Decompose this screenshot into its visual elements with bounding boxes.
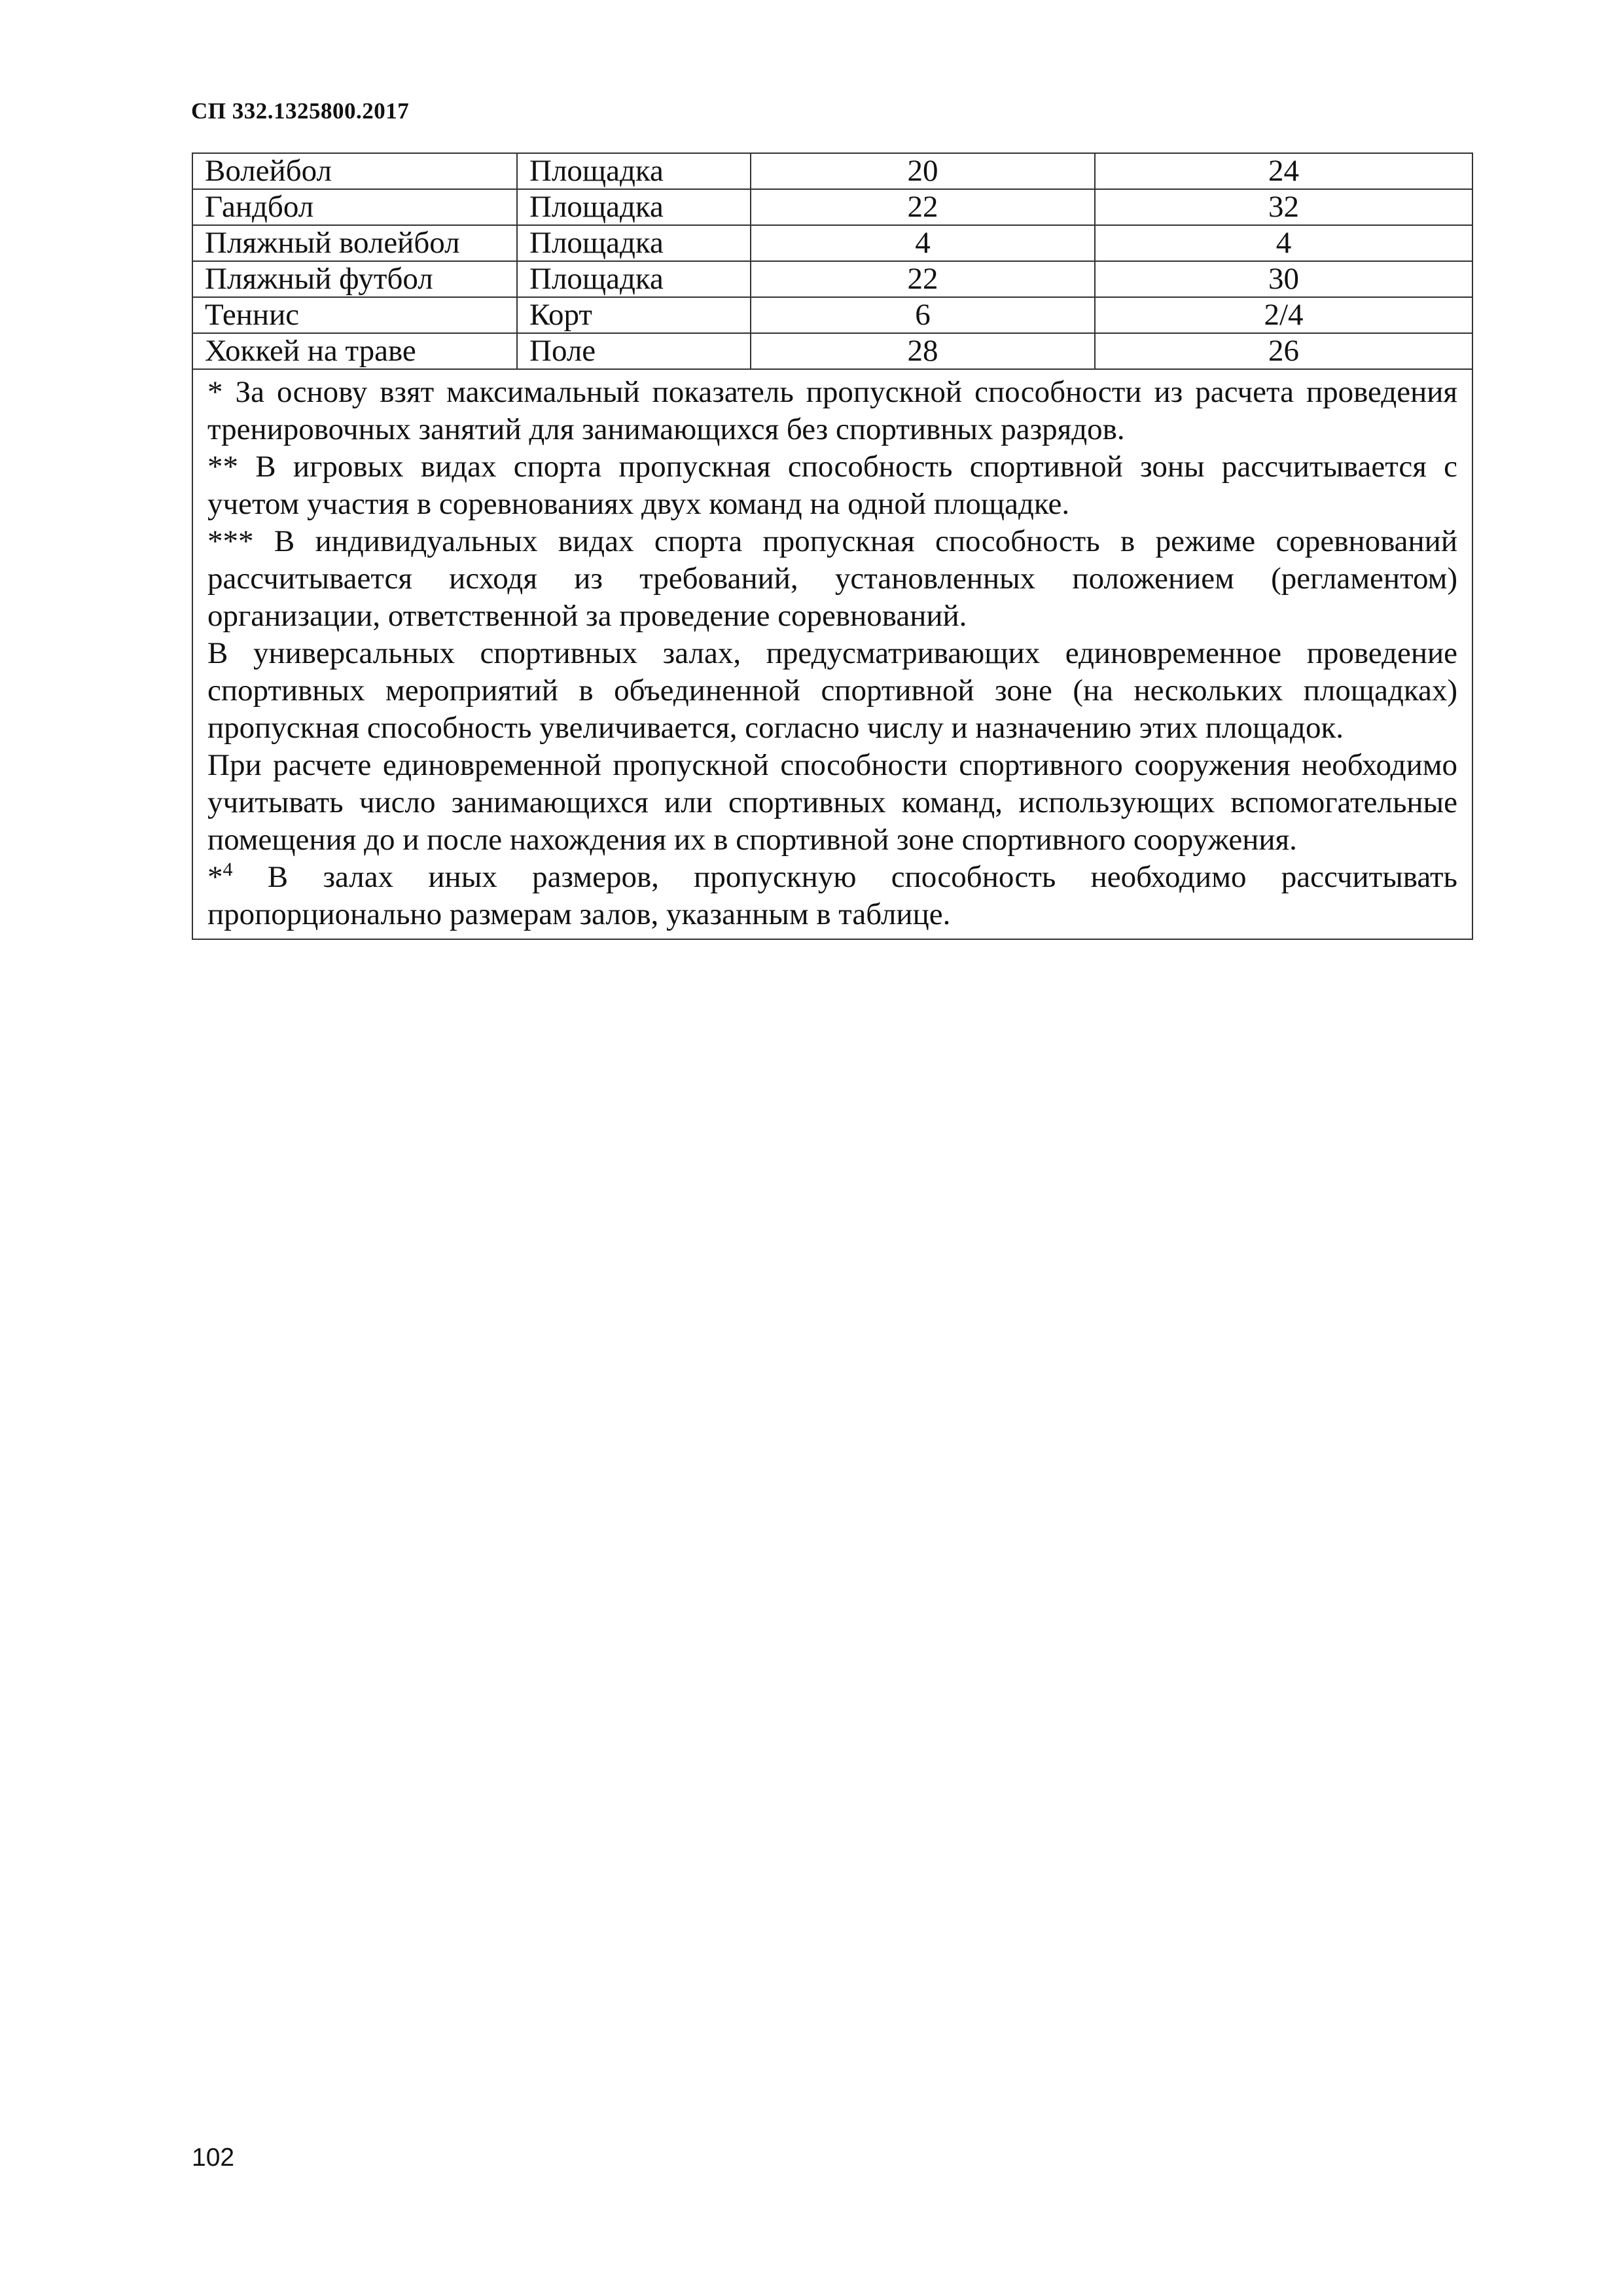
facility-cell: Площадка bbox=[517, 153, 751, 189]
table-notes bbox=[192, 369, 1472, 939]
table-row bbox=[192, 333, 1472, 369]
sport-cell: Пляжный футбол bbox=[192, 261, 517, 297]
table-row bbox=[192, 261, 1472, 297]
table-row bbox=[192, 153, 1472, 189]
value-cell: 4 bbox=[1095, 225, 1472, 261]
facility-cell: Площадка bbox=[517, 261, 751, 297]
capacity-table bbox=[192, 152, 1473, 940]
note-1: * За основу взят максимальный показатель пропускной способности из расчета проведения тренировочных занятий для занимающихся без спортивных разрядов. bbox=[207, 375, 1457, 446]
sport-cell: Хоккей на траве bbox=[192, 333, 517, 369]
value-cell: 32 bbox=[1095, 189, 1472, 225]
table-row bbox=[192, 189, 1472, 225]
value-cell: 6 bbox=[751, 297, 1095, 333]
facility-cell: Корт bbox=[517, 297, 751, 333]
notes-row bbox=[192, 369, 1472, 939]
note-4-text: В залах иных размеров, пропускную способность необходимо рассчитывать пропорционально размерам залов, указанным в таблице. bbox=[207, 860, 1457, 931]
value-cell: 20 bbox=[751, 153, 1095, 189]
value-cell: 22 bbox=[751, 189, 1095, 225]
value-cell: 30 bbox=[1095, 261, 1472, 297]
sport-cell: Волейбол bbox=[192, 153, 517, 189]
document-code: СП 332.1325800.2017 bbox=[191, 98, 410, 124]
value-cell: 22 bbox=[751, 261, 1095, 297]
value-cell: 4 bbox=[751, 225, 1095, 261]
value-cell: 24 bbox=[1095, 153, 1472, 189]
note-4-marker: * bbox=[207, 860, 223, 894]
note-universal-halls: В универсальных спортивных залах, предусматривающих единовременное проведение спортивных мероприятий в объединенной спортивной зоне (на нескольких площадках) пропускная способность увеличивается, согласно числу и назначению этих площадок. bbox=[207, 636, 1457, 745]
note-4-superscript: 4 bbox=[223, 859, 233, 880]
note-3: *** В индивидуальных видах спорта пропускная способность в режиме соревнований рассчитывается исходя из требований, установленных положением (регламентом) организации, ответственной за проведение соревнований. bbox=[207, 524, 1457, 633]
note-4 bbox=[207, 859, 1457, 933]
facility-cell: Поле bbox=[517, 333, 751, 369]
note-2: ** В игровых видах спорта пропускная способность спортивной зоны рассчитывается с учетом участия в соревнованиях двух команд на одной площадке. bbox=[207, 450, 1457, 521]
table-row bbox=[192, 297, 1472, 333]
sport-cell: Теннис bbox=[192, 297, 517, 333]
value-cell: 2/4 bbox=[1095, 297, 1472, 333]
facility-cell: Площадка bbox=[517, 189, 751, 225]
table-row bbox=[192, 225, 1472, 261]
page-number: 102 bbox=[192, 2144, 235, 2172]
facility-cell: Площадка bbox=[517, 225, 751, 261]
value-cell: 26 bbox=[1095, 333, 1472, 369]
note-simultaneous-capacity: При расчете единовременной пропускной способности спортивного сооружения необходимо учитывать число занимающихся или спортивных команд, использующих вспомогательные помещения до и после нахождения их в спортивной зоне спортивного сооружения. bbox=[207, 748, 1457, 857]
value-cell: 28 bbox=[751, 333, 1095, 369]
sport-cell: Гандбол bbox=[192, 189, 517, 225]
sport-cell: Пляжный волейбол bbox=[192, 225, 517, 261]
